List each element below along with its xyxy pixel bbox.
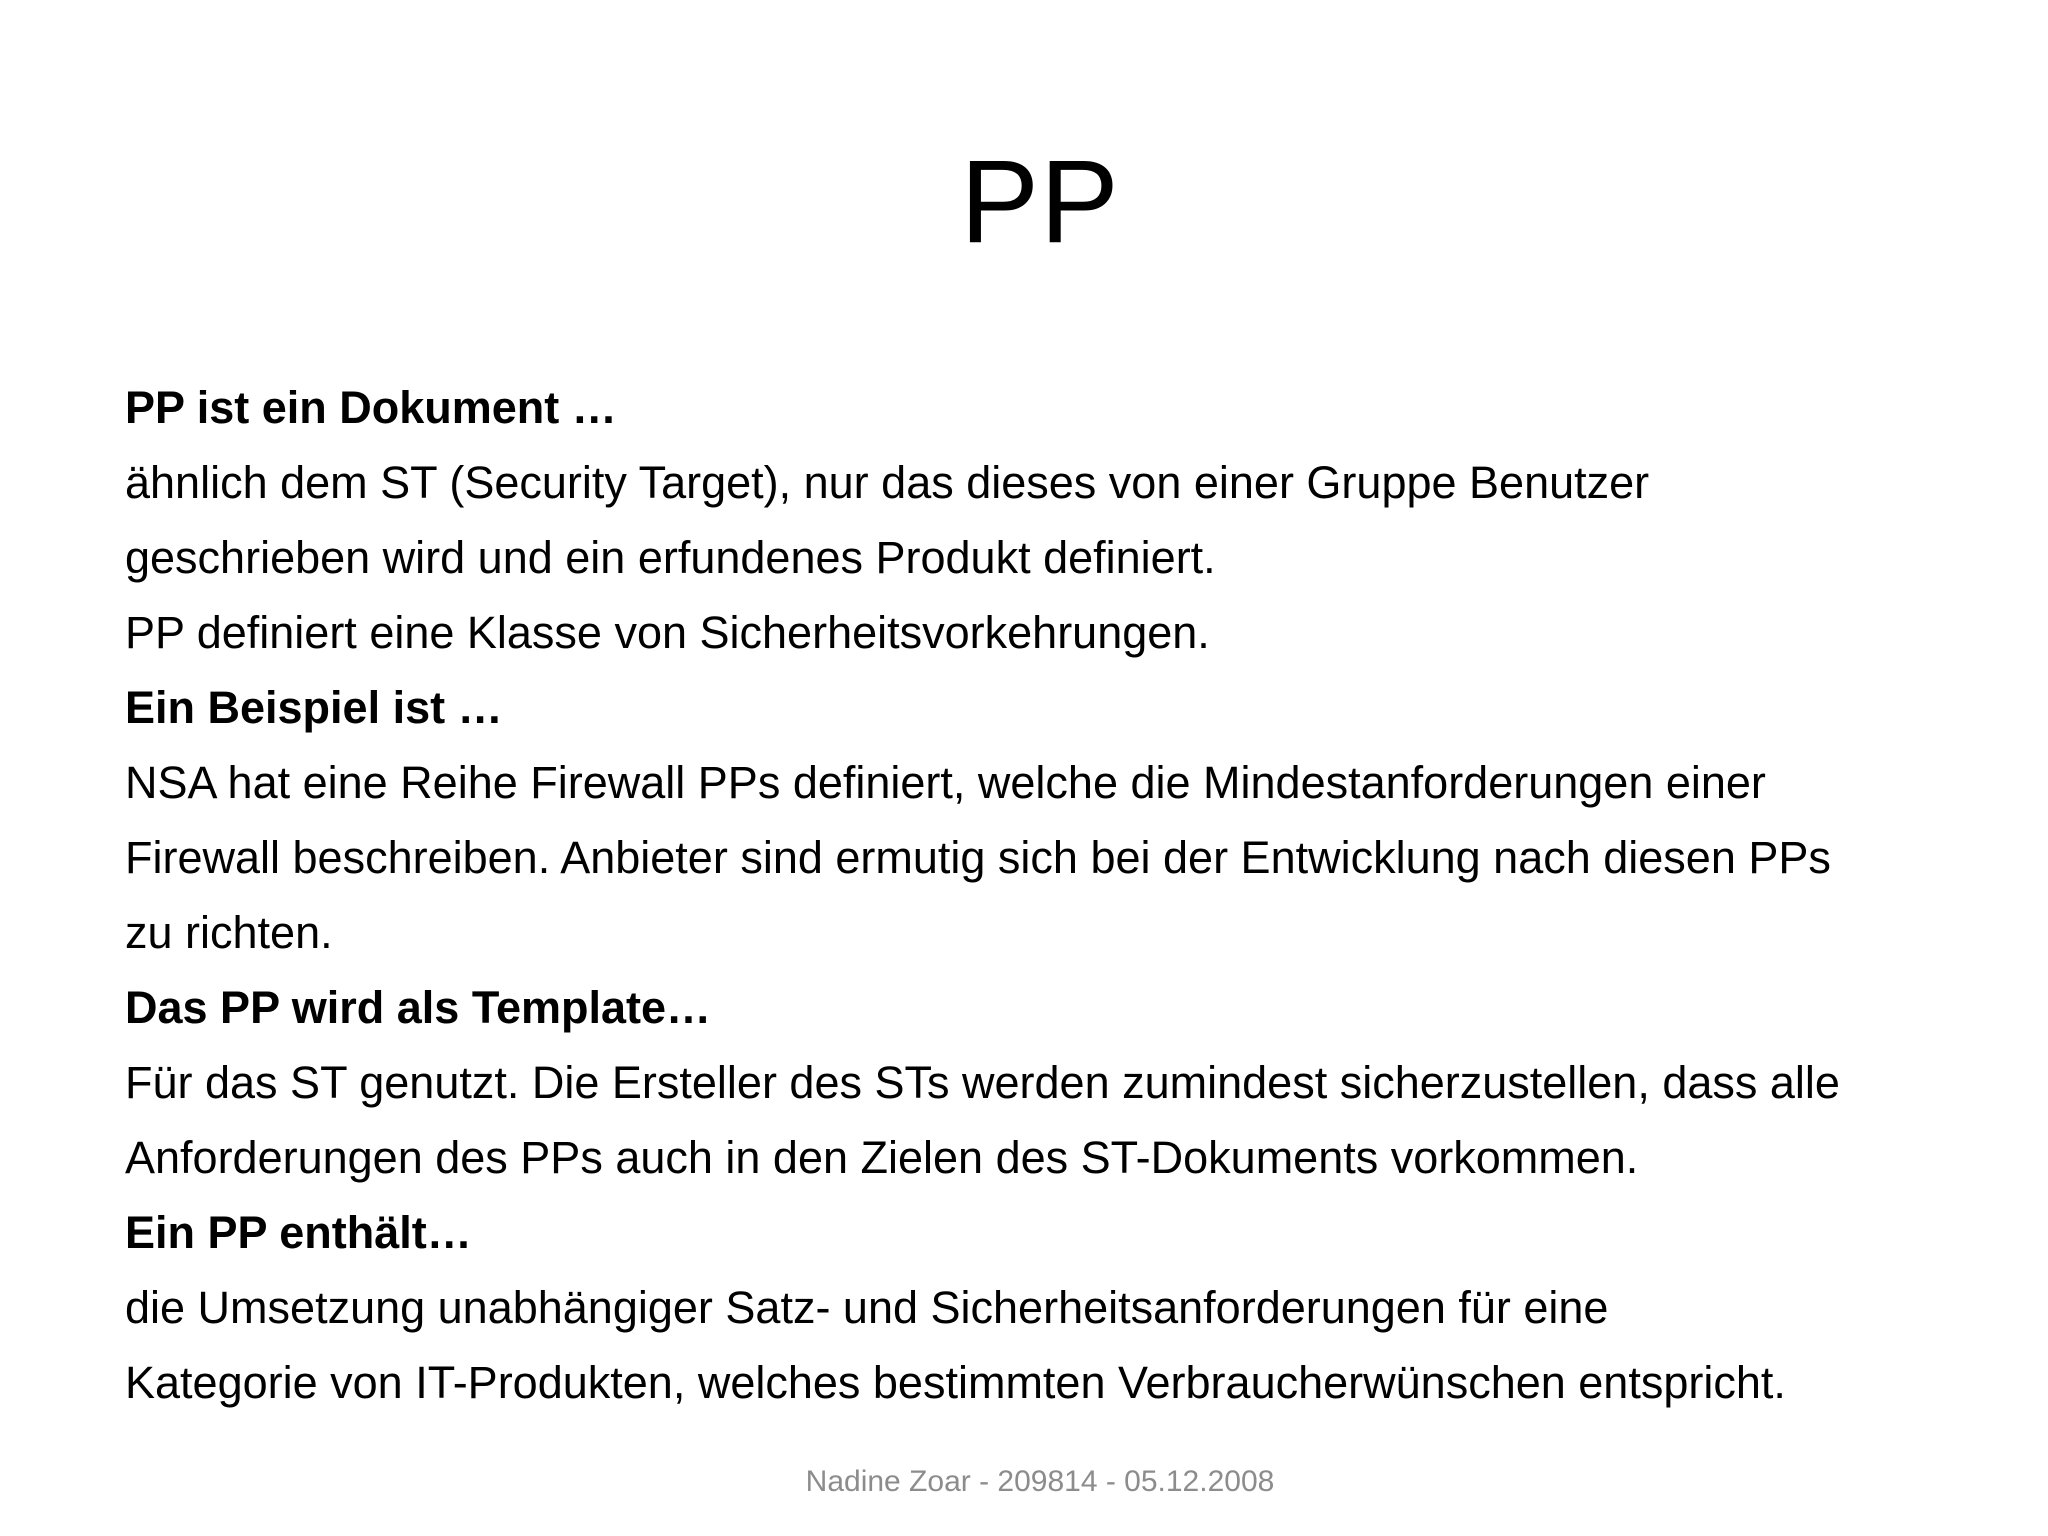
body-line-2: ähnlich dem ST (Security Target), nur das dieses von einer Gruppe Benutzer: [125, 457, 1650, 508]
body-line-12: Ein PP enthält…: [125, 1207, 472, 1258]
body-line-10: Für das ST genutzt. Die Ersteller des STs werden zumindest sicherzustellen, dass alle: [125, 1057, 1840, 1108]
body-line-1: PP ist ein Dokument …: [125, 382, 617, 433]
body-line-13: die Umsetzung unabhängiger Satz- und Sicherheitsanforderungen für eine: [125, 1282, 1609, 1333]
body-line-5: Ein Beispiel ist …: [125, 682, 503, 733]
body-line-8: zu richten.: [125, 907, 333, 958]
body-line-14: Kategorie von IT-Produkten, welches bestimmten Verbraucherwünschen entspricht.: [125, 1357, 1786, 1408]
body-line-7: Firewall beschreiben. Anbieter sind ermutig sich bei der Entwicklung nach diesen PPs: [125, 832, 1831, 883]
body-line-6: NSA hat eine Reihe Firewall PPs definiert, welche die Mindestanforderungen einer: [125, 757, 1766, 808]
body-line-3: geschrieben wird und ein erfundenes Produkt definiert.: [125, 532, 1216, 583]
slide-footer: Nadine Zoar - 209814 - 05.12.2008: [805, 1465, 1275, 1498]
body-line-9: Das PP wird als Template…: [125, 982, 712, 1033]
slide-title: PP: [960, 136, 1120, 268]
slide-body: [125, 370, 2005, 1420]
body-line-11: Anforderungen des PPs auch in den Zielen des ST-Dokuments vorkommen.: [125, 1132, 1639, 1183]
body-line-4: PP definiert eine Klasse von Sicherheitsvorkehrungen.: [125, 607, 1210, 658]
